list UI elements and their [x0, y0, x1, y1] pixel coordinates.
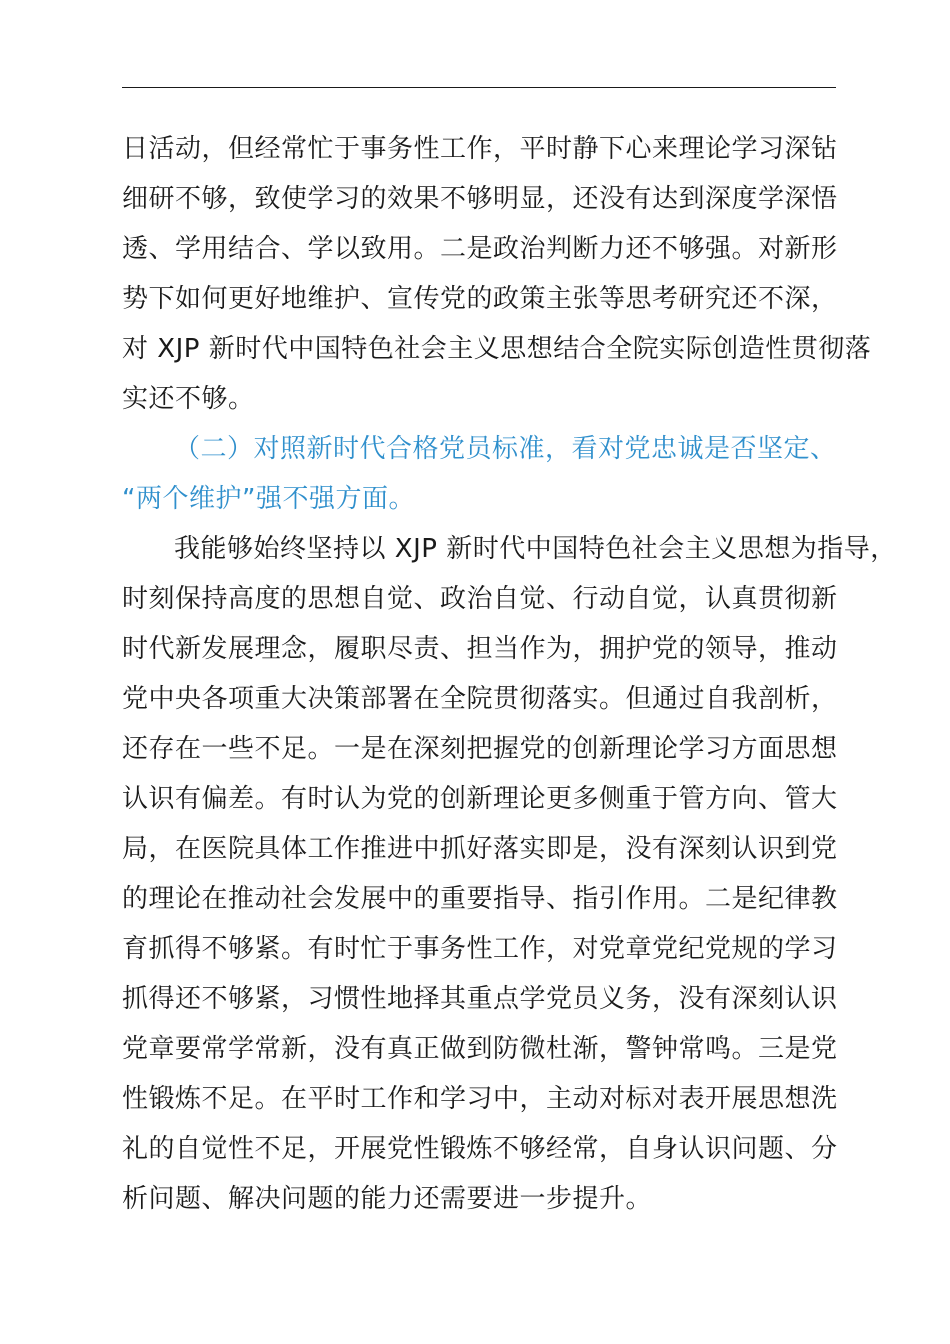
paragraph-1-line: 势下如何更好地维护、宣传党的政策主张等思考研究还不深， [122, 284, 838, 314]
paragraph-2-line: 性锻炼不足。在平时工作和学习中，主动对标对表开展思想洗 [122, 1084, 838, 1114]
paragraph-2-line: 局，在医院具体工作推进中抓好落实即是，没有深刻认识到党 [122, 834, 838, 864]
paragraph-2-line: 时刻保持高度的思想自觉、政治自觉、行动自觉，认真贯彻新 [122, 584, 838, 614]
paragraph-2-line: 析问题、解决问题的能力还需要进一步提升。 [122, 1184, 653, 1214]
paragraph-2-line: 抓得还不够紧，习惯性地择其重点学党员义务，没有深刻认识 [122, 984, 838, 1014]
paragraph-2-line: 时代新发展理念，履职尽责、担当作为，拥护党的领导，推动 [122, 634, 838, 664]
paragraph-1-line: 日活动，但经常忙于事务性工作，平时静下心来理论学习深钻 [122, 134, 838, 164]
header-rule [122, 87, 836, 88]
paragraph-1-line: 细研不够，致使学习的效果不够明显，还没有达到深度学深悟 [122, 184, 838, 214]
paragraph-2-line: 认识有偏差。有时认为党的创新理论更多侧重于管方向、管大 [122, 784, 838, 814]
paragraph-2-line: 我能够始终坚持以 XJP 新时代中国特色社会主义思想为指导， [174, 534, 897, 564]
paragraph-2-line: 礼的自觉性不足，开展党性锻炼不够经常，自身认识问题、分 [122, 1134, 838, 1164]
paragraph-2-line: 党中央各项重大决策部署在全院贯彻落实。但通过自我剖析， [122, 684, 838, 714]
paragraph-1-line: 对 XJP 新时代中国特色社会主义思想结合全院实际创造性贯彻落 [122, 334, 872, 364]
paragraph-2-line: 党章要常学常新，没有真正做到防微杜渐，警钟常鸣。三是党 [122, 1034, 838, 1064]
paragraph-1-line: 透、学用结合、学以致用。二是政治判断力还不够强。对新形 [122, 234, 838, 264]
paragraph-2-line: 的理论在推动社会发展中的重要指导、指引作用。二是纪律教 [122, 884, 838, 914]
paragraph-1-line: 实还不够。 [122, 384, 255, 414]
paragraph-2-line: 还存在一些不足。一是在深刻把握党的创新理论学习方面思想 [122, 734, 838, 764]
paragraph-2-line: 育抓得不够紧。有时忙于事务性工作，对党章党纪党规的学习 [122, 934, 838, 964]
section-heading-line: （二）对照新时代合格党员标准，看对党忠诚是否坚定、 [174, 434, 837, 464]
section-heading-line: “两个维护”强不强方面。 [122, 484, 415, 514]
